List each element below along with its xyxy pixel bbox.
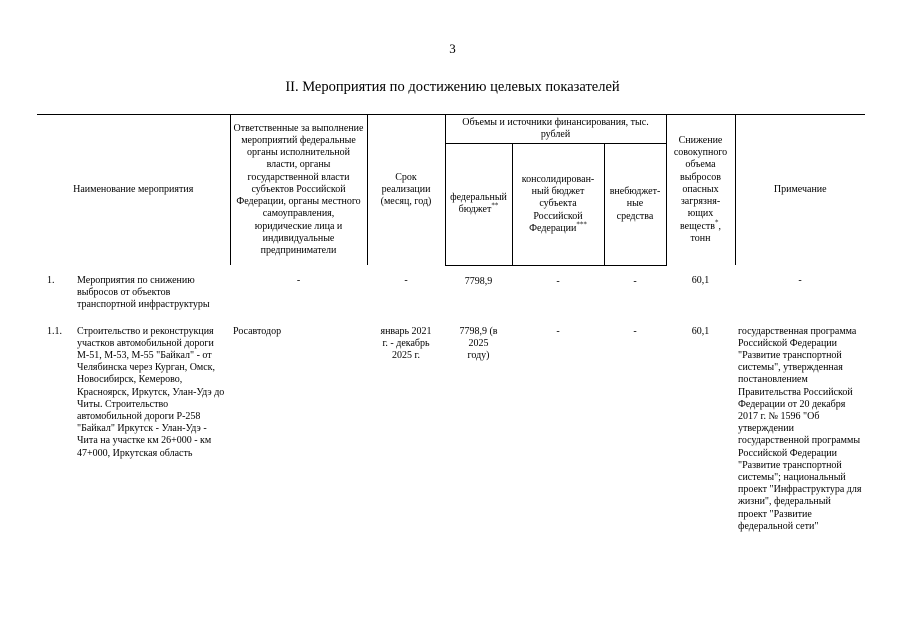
row-responsible: -	[296, 275, 301, 286]
row-name-cell	[37, 265, 230, 312]
page-number: 3	[449, 41, 456, 56]
header-federal-text: федеральный бюджет	[450, 192, 507, 216]
table-header	[37, 115, 865, 266]
table-row	[37, 312, 865, 533]
header-term: Срок реализации (месяц, год)	[367, 115, 445, 266]
row-federal: 7798,9	[464, 275, 493, 287]
row-name: Мероприятия по снижению выбросов от объектов транспортной инфраструктуры	[77, 275, 210, 311]
row-term: январь 2021 г. - декабрь 2025 г.	[380, 325, 432, 362]
header-reduction-unit: , тонн	[690, 220, 722, 244]
header-note: Примечание	[735, 115, 865, 266]
row-number: 1.1.	[47, 325, 62, 337]
header-federal	[445, 144, 512, 265]
row-name: Строительство и реконструкция участков автомобильной дороги М-51, М-53, М-55 "Байкал" - от Челябинска через Курган, Омск, Новосибирск, Кемерово, Красноярск, Иркутск, Улан-Удэ до Читы. Строительство автомобильной дороги Р-258 "Байкал" Иркутск - Улан-Удэ - Чита на участке км 26+000 - км 47+000, Иркутская область	[77, 325, 225, 459]
row-number: 1.	[47, 275, 55, 286]
header-financing: Объемы и источники финансирования, тыс. рублей	[445, 115, 666, 144]
header-reduction	[666, 115, 735, 266]
header-reduction-mark: *	[715, 218, 719, 227]
row-consolidated: -	[556, 275, 560, 287]
table-row	[37, 265, 865, 312]
header-federal-mark: **	[491, 202, 499, 211]
row-federal: 7798,9 (в 2025 году)	[459, 325, 498, 362]
header-name: Наименование мероприятия	[37, 115, 230, 266]
row-extrabudget: -	[633, 325, 637, 337]
header-extrabudget: внебюджет-ные средства	[604, 144, 666, 265]
section-title: II. Мероприятия по достижению целевых показателей	[285, 79, 620, 95]
row-reduction: 60,1	[691, 275, 710, 286]
row-note: -	[798, 275, 802, 286]
row-extrabudget: -	[633, 275, 637, 287]
row-name-cell	[37, 312, 230, 533]
row-term: -	[404, 275, 408, 286]
row-note: государственная программа Российской Федерации "Развитие транспортной системы", утвержденная постановлением Правительства Российской Федерации от 20 декабря 2017 г. № 1596 "Об утверждении государственной программы Российской Федерации "Развитие транспортной системы"; национальный проект "Инфраструктура для жизни", федеральный проект "Развитие федеральной сети"	[738, 325, 862, 532]
measures-table	[37, 114, 865, 533]
header-consolidated-mark: ***	[576, 220, 587, 229]
row-responsible: Росавтодор	[233, 325, 282, 337]
row-reduction: 60,1	[691, 325, 710, 337]
header-consolidated-text: консолидирован-ный бюджет субъекта Российской Федерации	[521, 173, 595, 234]
row-consolidated: -	[556, 325, 560, 337]
header-reduction-text: Снижение совокупного объема выбросов опасных загрязня-ющих веществ	[673, 135, 728, 232]
header-responsible: Ответственные за выполнение мероприятий федеральные органы исполнительной власти, органы государственной власти субъектов Российской Федерации, органы местного самоуправления, юридические лица и индивидуальные предприниматели	[230, 115, 367, 266]
header-consolidated	[512, 144, 604, 265]
